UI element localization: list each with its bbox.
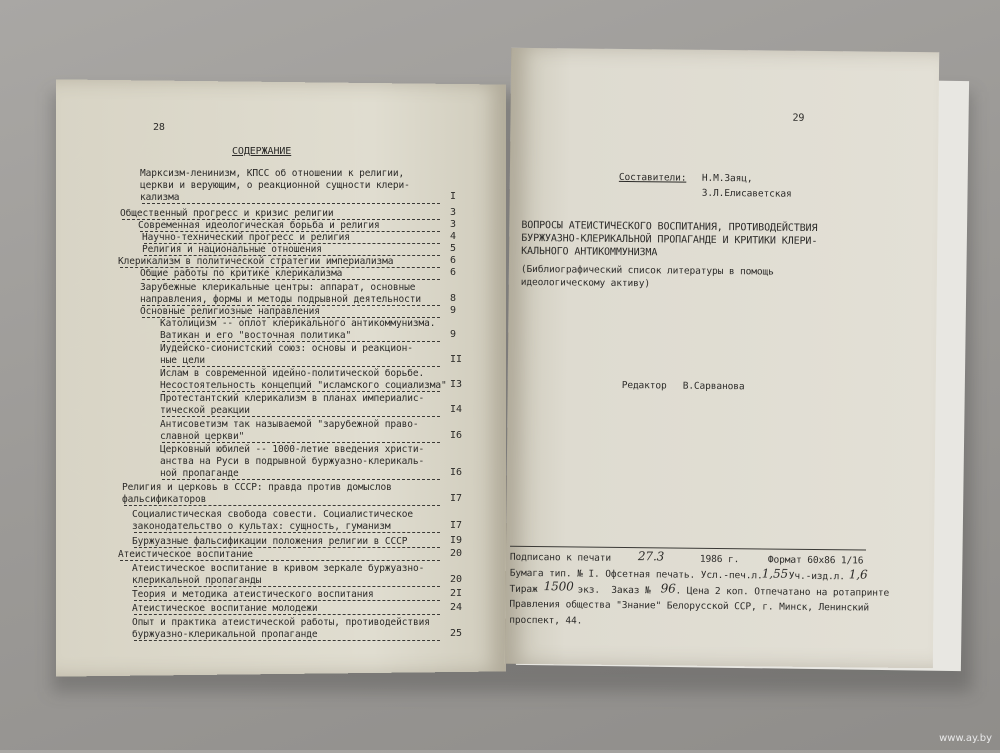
toc-entry-text: Основные религиозные направления: [140, 306, 320, 317]
imprint-format: Формат 60х86 1/16: [767, 554, 864, 567]
toc-entry-text: Клерикализм в политической стратегии империализма: [118, 256, 394, 267]
toc-entry-text: направления, формы и методы подрывной деятельности: [140, 294, 421, 305]
compiler-1: Н.М.Заяц,: [701, 172, 753, 185]
toc-entry-text: Опыт и практика атеистической работы, противодействия: [132, 617, 430, 628]
subtitle-line-2: идеологическому активу): [520, 276, 651, 290]
toc-entry-text: ной пропаганде: [160, 468, 239, 479]
toc-entry-text: Зарубежные клерикальные центры: аппарат, основные: [140, 282, 416, 293]
toc-entry-text: кализма: [140, 192, 180, 203]
toc-entry-text: Марксизм-ленинизм, КПСС об отношении к религии,: [140, 168, 405, 179]
editor-label: Редактор: [621, 379, 667, 392]
toc-entry-text: Церковный юбилей -- 1000-летие введения христи-: [160, 444, 425, 455]
toc-page-number: 4: [450, 231, 457, 242]
toc-page-number: 24: [450, 602, 463, 613]
toc-entry-text: клерикальной пропаганды: [132, 575, 262, 586]
subtitle-line-1: (Библиографический список литературы в помощь: [520, 263, 774, 278]
toc-page-number: I6: [450, 430, 463, 441]
toc-page-number: 9: [450, 329, 457, 340]
imprint-hand-2: 1,6: [848, 567, 868, 582]
toc-entry-text: Иудейско-сионистский союз: основы и реакцион-: [160, 343, 413, 354]
toc-entry-text: Антисоветизм так называемой "зарубежной право-: [160, 419, 419, 430]
toc-entry-text: анства на Руси в подрывной буржуазно-клерикаль-: [160, 456, 425, 467]
toc-page-number: I7: [450, 520, 463, 531]
toc-entry-text: Современная идеологическая борьба и религия: [138, 220, 380, 231]
toc-entry-text: Протестантский клерикализм в планах империалис-: [160, 393, 425, 404]
toc-entry-text: Атеистическое воспитание в кривом зеркале буржуазно-: [132, 563, 425, 574]
toc-page-number: II: [450, 354, 463, 365]
toc-page-number: 20: [450, 548, 463, 559]
toc-entry-text: законодательство о культах: сущность, гуманизм: [132, 521, 391, 532]
editor-name: В.Сарванова: [682, 380, 745, 393]
toc-page-number: 6: [450, 255, 457, 266]
compilers-label: Составители:: [618, 171, 687, 184]
toc-page-number: I6: [450, 467, 463, 478]
toc-entry-text: Ватикан и его "восточная политика": [160, 330, 352, 341]
toc-entry-text: Ислам в современной идейно-политической борьбе.: [160, 368, 425, 379]
imprint-signed-label: Подписано к печати: [509, 551, 612, 564]
imprint-hand-3: 1500: [543, 579, 574, 594]
toc-page-number: 3: [450, 207, 457, 218]
toc-page-number: I4: [450, 404, 463, 415]
book-title-line-2: БУРЖУАЗНО-КЛЕРИКАЛЬНОЙ ПРОПАГАНДЕ И КРИТИКИ КЛЕРИ-: [521, 232, 818, 248]
toc-entry-text: славной церкви": [160, 431, 245, 442]
imprint-line-2b: Уч.-изд.л.: [788, 570, 845, 583]
imprint-line-3: Тираж: [509, 583, 538, 596]
toc-entry-text: Несостоятельность концепций "исламского социализма": [160, 380, 447, 391]
book-title-line-3: КАЛЬНОГО АНТИКОММУНИЗМА: [521, 245, 658, 259]
compiler-2: З.Л.Елисаветская: [701, 187, 792, 200]
toc-entry-text: Социалистическая свобода совести. Социалистическое: [132, 509, 413, 520]
toc-page-number: I: [450, 191, 457, 202]
toc-entry-text: Религия и национальные отношения: [142, 244, 322, 255]
toc-page-number: 9: [450, 305, 457, 316]
toc-page-number: 25: [450, 628, 463, 639]
toc-entry-text: Католицизм -- оплот клерикального антикоммунизма.: [160, 318, 436, 329]
watermark: www.ay.by: [939, 733, 992, 744]
toc-entry-text: ные цели: [160, 355, 205, 366]
toc-entry-text: Научно-технический прогресс и религия: [142, 232, 350, 243]
imprint-hand-4: 96: [660, 581, 676, 596]
toc-entry-text: Теория и методика атеистического воспитания: [132, 589, 374, 600]
imprint-year: 1986 г.: [699, 553, 740, 566]
imprint-line-5: проспект, 44.: [509, 614, 583, 627]
imprint-line-3b: экз. Заказ №: [577, 584, 651, 597]
imprint-line-3c: . Цена 2 коп. Отпечатано на ротапринте: [675, 585, 890, 599]
toc-page-number: 2I: [450, 588, 463, 599]
toc-entry-text: Атеистическое воспитание молодежи: [132, 603, 318, 614]
toc-entry-text: Атеистическое воспитание: [118, 549, 253, 560]
toc-page-number: 5: [450, 243, 457, 254]
toc-page-number: 3: [450, 219, 457, 230]
page-number-right: 29: [792, 112, 805, 124]
toc-entry-text: Религия и церковь в СССР: правда против домыслов: [122, 482, 392, 493]
imprint-rule-top: [510, 546, 866, 551]
page-number-left: 28: [153, 122, 165, 133]
imprint-hand-1: 1,55: [761, 566, 789, 581]
toc-entry-text: церкви и верующим, о реакционной сущности клери-: [140, 180, 410, 191]
toc-entry-text: фальсификаторов: [122, 494, 207, 505]
imprint-line-2: Бумага тип. № I. Офсетная печать. Усл.-печ.л.: [509, 567, 763, 582]
imprint-signed-date: 27.3: [637, 549, 665, 564]
toc-entry-text: Общественный прогресс и кризис религии: [120, 208, 334, 219]
toc-entry-text: буржуазно-клерикальной пропаганде: [132, 629, 318, 640]
toc-page-number: I7: [450, 493, 463, 504]
imprint-line-4: Правления общества "Знание" Белорусской ССР, г. Минск, Ленинский: [509, 598, 870, 614]
toc-page-number: I9: [450, 535, 463, 546]
toc-entry-text: Общие работы по критике клерикализма: [140, 268, 343, 279]
toc-page-number: I3: [450, 379, 463, 390]
toc-page-number: 20: [450, 574, 463, 585]
toc-page-number: 8: [450, 293, 457, 304]
toc-page-number: 6: [450, 267, 457, 278]
contents-title: СОДЕРЖАНИЕ: [232, 146, 292, 157]
book-title-line-1: ВОПРОСЫ АТЕИСТИЧЕСКОГО ВОСПИТАНИЯ, ПРОТИВОДЕЙСТВИЯ: [521, 219, 818, 235]
toc-entry-text: Буржуазные фальсификации положения религии в СССР: [132, 536, 408, 547]
toc-entry-text: тической реакции: [160, 405, 250, 416]
